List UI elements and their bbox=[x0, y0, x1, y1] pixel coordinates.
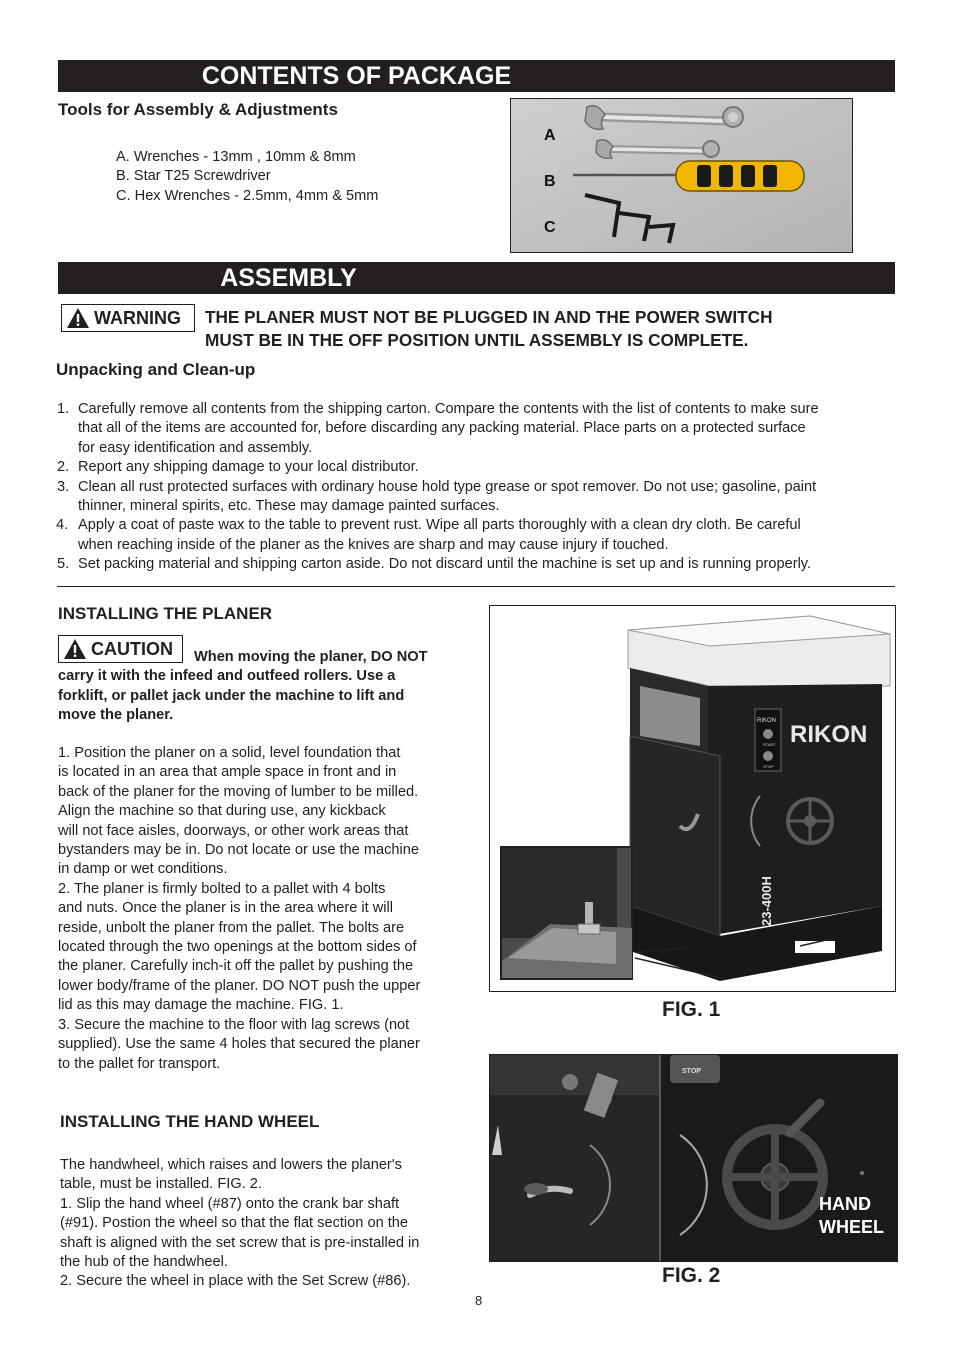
step-line: when reaching inside of the planer as the knives are sharp and may cause injury if touched. bbox=[78, 536, 669, 553]
photo-label-c: C bbox=[544, 219, 556, 236]
body-line: bystanders may be in. Do not locate or use the machine bbox=[58, 842, 419, 859]
step-number: 3. bbox=[57, 478, 70, 495]
body-line: shaft is aligned with the set screw that is pre-installed in bbox=[60, 1234, 420, 1251]
unpack-steps bbox=[57, 400, 897, 575]
fig2-caption: FIG. 2 bbox=[662, 1264, 721, 1287]
page-number: 8 bbox=[475, 1293, 483, 1308]
installing-planer-body bbox=[58, 744, 468, 1074]
fig1-stop-label: STOP bbox=[763, 764, 774, 769]
planer-illustration bbox=[490, 606, 895, 991]
fig1-brand-small: RIKON bbox=[757, 718, 777, 724]
photo-label-a: A bbox=[544, 127, 556, 144]
step-line: that all of the items are accounted for, before discarding any packing material. Place parts on a protected surface bbox=[78, 420, 806, 437]
body-line: 2. Secure the wheel in place with the Set Screw (#86). bbox=[60, 1273, 411, 1290]
step-line: Clean all rust protected surfaces with ordinary house hold type grease or spot remover. Do not use; gasoline, paint bbox=[78, 478, 817, 495]
body-line: 1. Slip the hand wheel (#87) onto the crank bar shaft bbox=[60, 1195, 400, 1212]
tools-item-b: B. Star T25 Screwdriver bbox=[116, 168, 271, 185]
body-line: will not face aisles, doorways, or other work areas that bbox=[58, 822, 409, 839]
hand-wheel-heading: INSTALLING THE HAND WHEEL bbox=[60, 1112, 320, 1131]
tools-photo bbox=[510, 98, 853, 253]
unpack-step-1 bbox=[57, 400, 897, 458]
step-number: 4. bbox=[56, 517, 69, 534]
body-line: lower body/frame of the planer. DO NOT push the upper bbox=[58, 977, 421, 994]
step-number: 5. bbox=[57, 556, 70, 573]
body-line: 3. Secure the machine to the floor with lag screws (not bbox=[58, 1016, 410, 1033]
warning-text bbox=[205, 306, 773, 352]
body-line: (#91). Postion the wheel so that the flat section on the bbox=[60, 1215, 409, 1232]
body-line: Align the machine so that during use, any kickback bbox=[58, 803, 386, 820]
step-line: Set packing material and shipping carton aside. Do not discard until the machine is set up and is running properly. bbox=[78, 556, 812, 573]
fig1-bolt-inset bbox=[501, 847, 632, 979]
unpack-step-3 bbox=[57, 478, 897, 517]
caution-label: CAUTION bbox=[91, 638, 173, 659]
tools-heading: Tools for Assembly & Adjustments bbox=[58, 100, 338, 119]
body-line: is located in an area that ample space in front and in bbox=[58, 764, 397, 781]
unpack-heading: Unpacking and Clean-up bbox=[56, 360, 256, 379]
warning-triangle-icon bbox=[66, 307, 90, 329]
caution-line: carry it with the infeed and outfeed rollers. Use a bbox=[58, 668, 396, 685]
body-line: the hub of the handwheel. bbox=[60, 1254, 228, 1271]
contents-title: CONTENTS OF PACKAGE bbox=[201, 62, 512, 90]
fig1-start-label: START bbox=[763, 742, 776, 747]
fig2-label-line-1: HAND bbox=[819, 1194, 871, 1214]
contents-title-bar bbox=[58, 60, 895, 92]
assembly-title: ASSEMBLY bbox=[220, 264, 357, 292]
body-line: back of the planer for the moving of lumber to be milled. bbox=[58, 783, 419, 800]
body-line: located through the two openings at the bottom sides of bbox=[58, 939, 417, 956]
warning-label: WARNING bbox=[94, 307, 181, 328]
body-line: in damp or wet conditions. bbox=[58, 861, 228, 878]
tools-item-c: C. Hex Wrenches - 2.5mm, 4mm & 5mm bbox=[116, 187, 379, 204]
photo-label-b: B bbox=[544, 173, 556, 190]
body-line: 2. The planer is firmly bolted to a pallet with 4 bolts bbox=[58, 880, 386, 897]
tools-item-a: A. Wrenches - 13mm , 10mm & 8mm bbox=[116, 149, 356, 165]
body-line: The handwheel, which raises and lowers the planer's bbox=[60, 1157, 402, 1173]
unpack-step-4 bbox=[56, 516, 897, 555]
step-line: thinner, mineral spirits, etc. These may damage painted surfaces. bbox=[78, 498, 500, 515]
caution-line: When moving the planer, DO NOT bbox=[194, 649, 428, 665]
step-number: 1. bbox=[57, 401, 70, 417]
step-line: Report any shipping damage to your local distributor. bbox=[78, 459, 419, 476]
step-line: Apply a coat of paste wax to the table to prevent rust. Wipe all parts thoroughly with a clean dry cloth. Be careful bbox=[78, 517, 801, 534]
warning-line-1: THE PLANER MUST NOT BE PLUGGED IN AND THE POWER SWITCH bbox=[205, 307, 773, 327]
body-line: supplied). Use the same 4 holes that secured the planer bbox=[58, 1036, 420, 1053]
tools-list bbox=[116, 148, 378, 206]
step-number: 2. bbox=[57, 459, 70, 476]
fig1-caption: FIG. 1 bbox=[662, 998, 721, 1021]
warning-line-2: MUST BE IN THE OFF POSITION UNTIL ASSEMBLY IS COMPLETE. bbox=[205, 330, 749, 350]
caution-line: forklift, or pallet jack under the machine to lift and bbox=[58, 687, 405, 704]
fig2-stop-label: STOP bbox=[682, 1068, 701, 1075]
assembly-title-bar bbox=[58, 262, 895, 294]
fig2-hand-wheel-label bbox=[819, 1193, 884, 1239]
fig2-photo bbox=[489, 1054, 898, 1262]
installing-planer-heading: INSTALLING THE PLANER bbox=[58, 604, 273, 623]
hand-wheel-body bbox=[60, 1156, 470, 1292]
body-line: 1. Position the planer on a solid, level foundation that bbox=[58, 745, 401, 761]
body-line: and nuts. Once the planer is in the area where it will bbox=[58, 900, 394, 917]
body-line: table, must be installed. FIG. 2. bbox=[60, 1176, 262, 1193]
step-line: for easy identification and assembly. bbox=[78, 439, 313, 456]
fig1-photo bbox=[489, 605, 896, 992]
caution-text bbox=[58, 648, 468, 726]
body-line: to the pallet for transport. bbox=[58, 1055, 221, 1072]
unpack-step-2 bbox=[57, 458, 897, 477]
fig1-hand-wheel-icon bbox=[788, 799, 832, 843]
warning-badge bbox=[61, 304, 195, 332]
body-line: lid as this may damage the machine. FIG. 1. bbox=[58, 997, 344, 1014]
caution-line: move the planer. bbox=[58, 707, 174, 724]
fig1-model-label: 23-400H bbox=[759, 876, 774, 926]
unpack-step-5 bbox=[57, 555, 897, 574]
tools-photo-illustration bbox=[511, 99, 852, 252]
body-line: the planer. Carefully inch-it off the pallet by pushing the bbox=[58, 958, 414, 975]
fig1-brand-logo: RIKON bbox=[790, 721, 868, 748]
body-line: reside, unbolt the planer from the pallet. The bolts are bbox=[58, 919, 405, 936]
step-line: Carefully remove all contents from the shipping carton. Compare the contents with the list of contents to make sure bbox=[78, 401, 819, 417]
fig2-label-line-2: WHEEL bbox=[819, 1217, 884, 1237]
section-divider bbox=[57, 586, 895, 587]
